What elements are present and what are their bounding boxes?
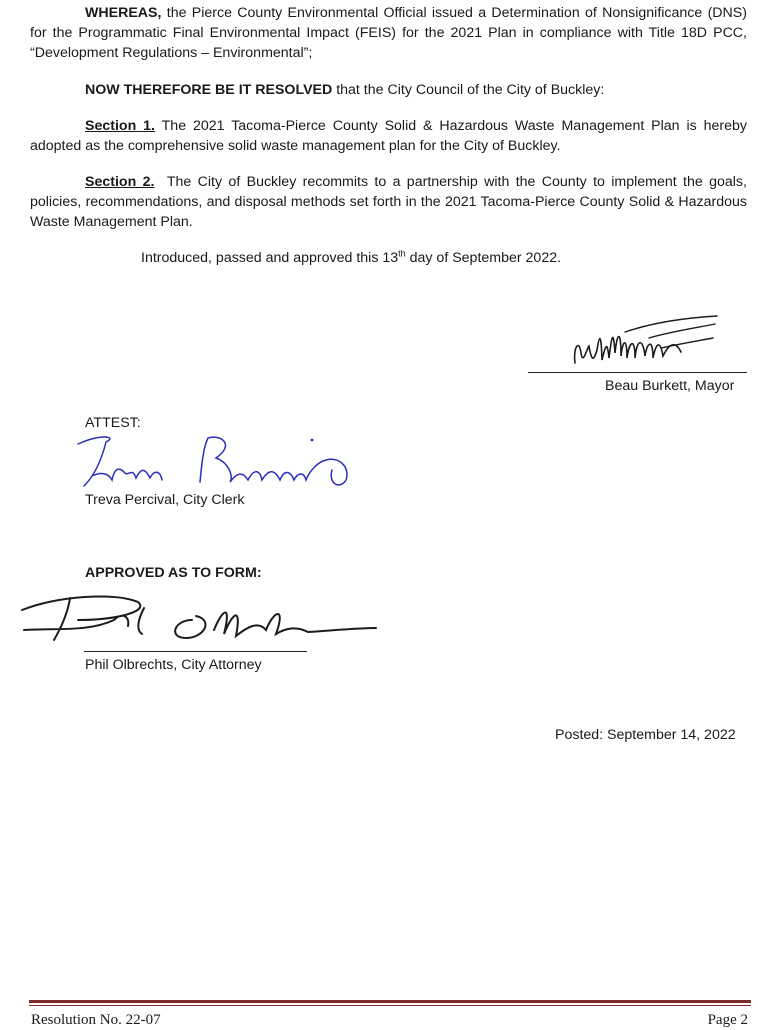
footer-page-number: Page 2 (707, 1012, 748, 1028)
resolved-keyword: NOW THEREFORE BE IT RESOLVED (85, 82, 333, 98)
mayor-label: Beau Burkett, Mayor (605, 378, 735, 394)
footer-resolution-number: Resolution No. 22-07 (31, 1012, 161, 1028)
introduced-line (141, 248, 561, 268)
introduced-rest: day of September 2022. (409, 250, 562, 266)
attorney-signature (18, 590, 380, 646)
introduced-ordinal: th (398, 248, 406, 259)
section-2-text: The City of Buckley recommits to a partnership with the County to implement the goals, policies, recommendations, and disposal methods set forth in the 2021 Tacoma-Pierce County Solid & Hazardous Waste Management Plan. (30, 174, 747, 230)
section-1-text: The 2021 Tacoma-Pierce County Solid & Hazardous Waste Management Plan is hereby adopted as the comprehensive solid waste management plan for the City of Buckley. (30, 118, 748, 154)
clerk-label: Treva Percival, City Clerk (85, 492, 245, 508)
clerk-signature (70, 430, 360, 494)
footer-rule (29, 1000, 751, 1003)
resolved-paragraph (85, 80, 604, 100)
mayor-signature (565, 308, 725, 374)
posted-date: Posted: September 14, 2022 (555, 727, 736, 743)
resolved-text: that the City Council of the City of Buckley: (336, 82, 605, 98)
section-2-paragraph (30, 172, 747, 232)
whereas-text: the Pierce County Environmental Official issued a Determination of Nonsignificance (DNS) for the Programmatic Final Environmental Impact (FEIS) for the 2021 Plan in compliance with Title 18D PCC, “Development Regulations – Environmental”; (30, 5, 747, 61)
whereas-keyword: WHEREAS, (85, 5, 162, 21)
footer-rule-thin (29, 1005, 751, 1006)
attorney-label: Phil Olbrechts, City Attorney (85, 657, 262, 673)
section-2-heading: Section 2. (85, 174, 155, 190)
whereas-paragraph (30, 3, 747, 63)
attest-heading: ATTEST: (85, 415, 141, 431)
section-1-paragraph (30, 116, 747, 156)
introduced-prefix: Introduced, passed and approved this 13 (141, 250, 399, 266)
attorney-signature-line (84, 651, 307, 652)
approved-heading: APPROVED AS TO FORM: (85, 565, 262, 581)
mayor-signature-line (528, 372, 747, 373)
section-1-heading: Section 1. (85, 118, 155, 134)
